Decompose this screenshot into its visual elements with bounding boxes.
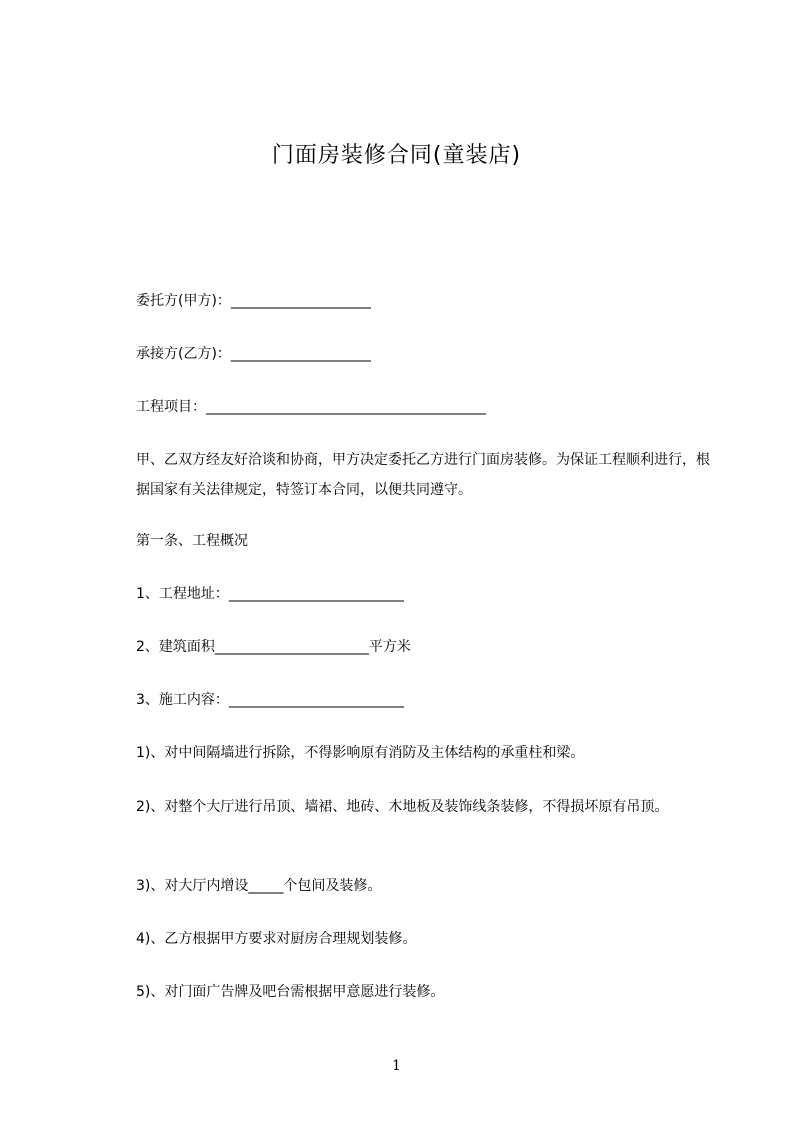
intro-paragraph: 甲、乙双方经友好洽谈和协商，甲方决定委托乙方进行门面房装修。为保证工程顺利进行，根据国家有关法律规定，特签订本合同，以便共同遵守。 xyxy=(136,452,710,498)
sub-item-5: 5)、对门面广告牌及吧台需根据甲意愿进行装修。 xyxy=(136,984,445,1000)
page-number: 1 xyxy=(392,1058,401,1074)
article-1-heading: 第一条、工程概况 xyxy=(136,533,248,549)
item-3-content: 3、施工内容：_________________________ xyxy=(136,692,404,708)
party-b-line: 承接方(乙方)：____________________ xyxy=(136,346,371,362)
project-line: 工程项目：________________________________________ xyxy=(136,399,486,415)
sub-item-4: 4)、乙方根据甲方要求对厨房合理规划装修。 xyxy=(136,931,417,947)
document-title: 门面房装修合同(童装店) xyxy=(271,143,522,168)
sub-item-1: 1)、对中间隔墙进行拆除，不得影响原有消防及主体结构的承重柱和梁。 xyxy=(136,745,585,761)
item-1-address: 1、工程地址：_________________________ xyxy=(136,586,404,602)
item-2-area: 2、建筑面积______________________平方米 xyxy=(136,639,411,655)
sub-item-3: 3)、对大厅内增设_____个包间及装修。 xyxy=(136,878,382,894)
sub-item-2: 2)、对整个大厅进行吊顶、墙裙、地砖、木地板及装饰线条装修，不得损坏原有吊顶。 xyxy=(136,799,669,815)
party-a-line: 委托方(甲方)：____________________ xyxy=(136,293,371,309)
